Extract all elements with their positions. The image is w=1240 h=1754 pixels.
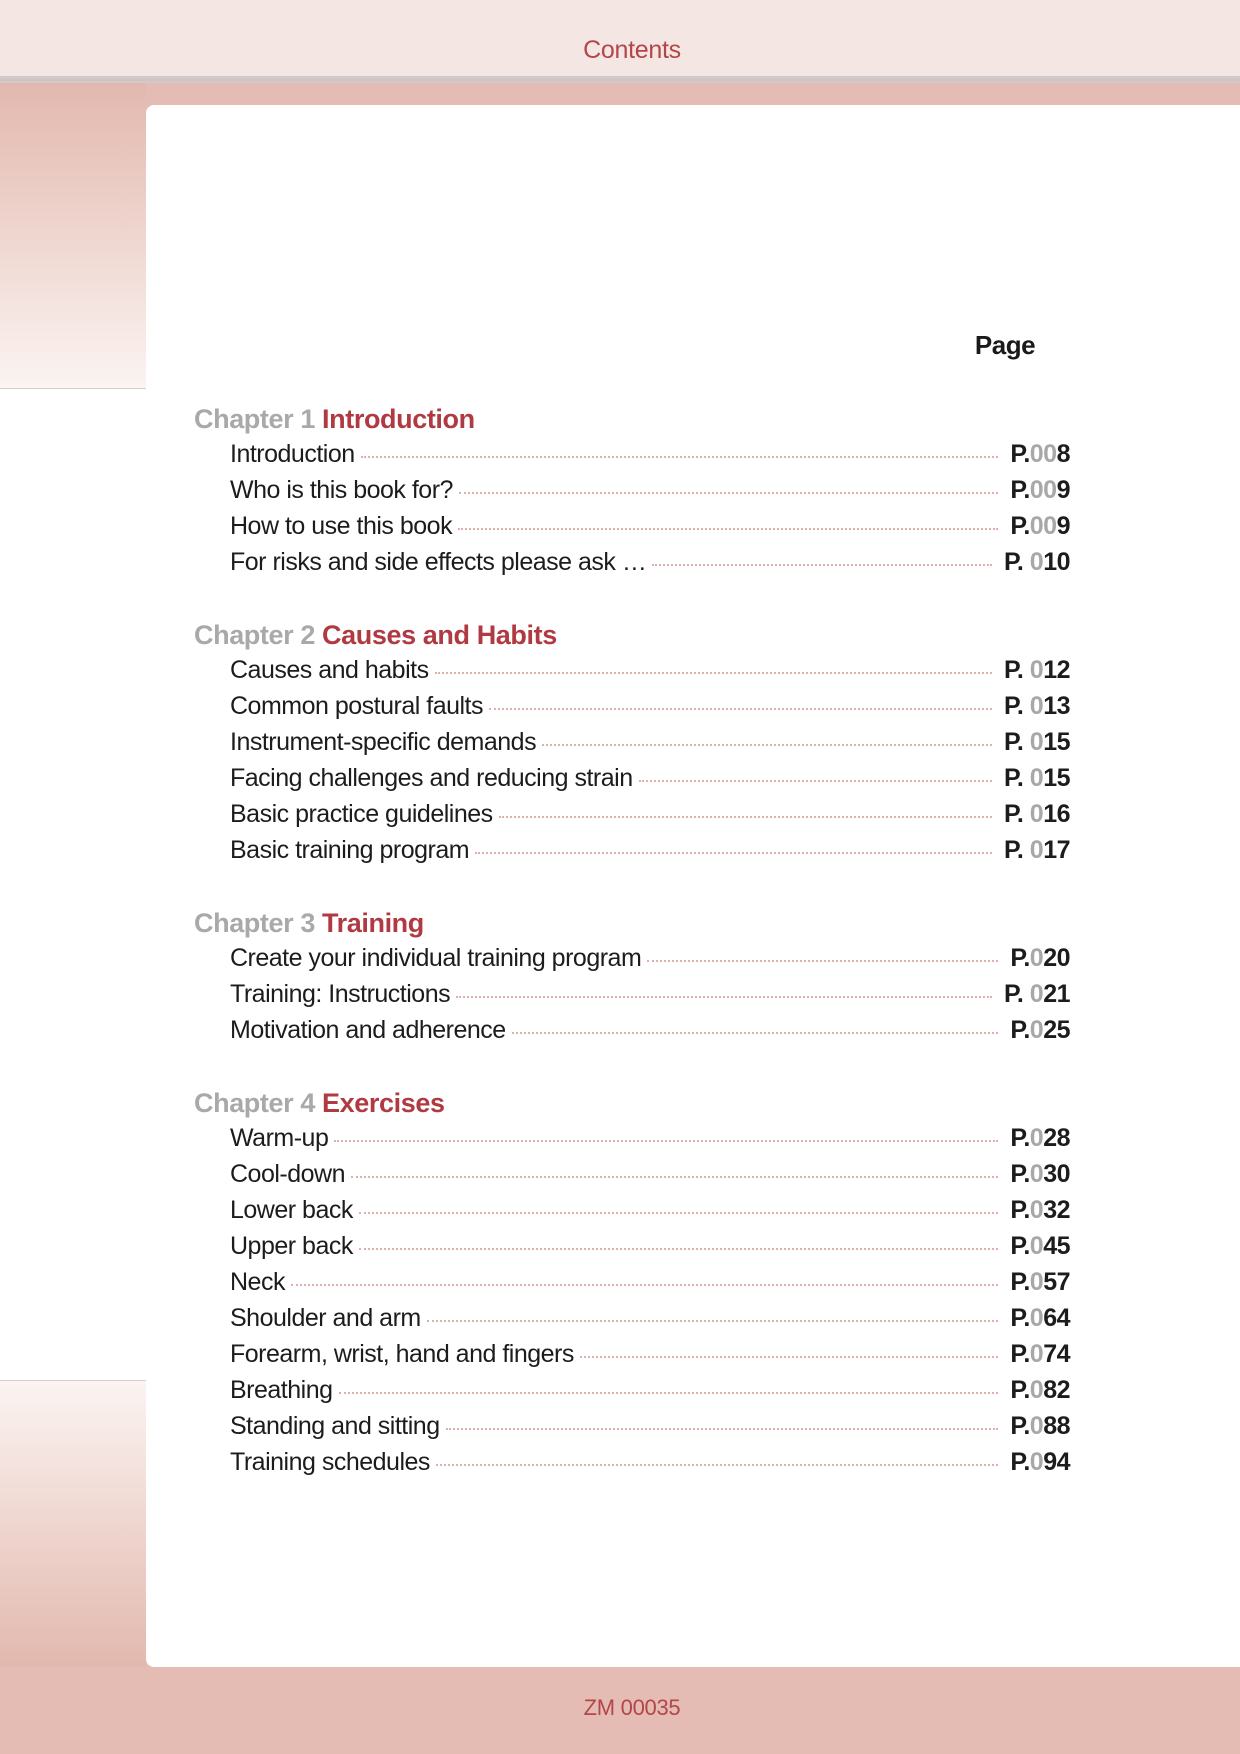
toc-entry[interactable] xyxy=(230,692,1070,726)
dot-leader xyxy=(639,780,992,782)
toc-entry[interactable] xyxy=(230,728,1070,762)
dot-leader xyxy=(359,1212,999,1214)
toc-entry-page: P.088 xyxy=(1010,1412,1070,1440)
dot-leader xyxy=(647,960,998,962)
toc-entry-page: P. 012 xyxy=(1003,656,1070,684)
toc-entry[interactable] xyxy=(230,764,1070,798)
chapter-heading-2 xyxy=(194,620,557,652)
chapter-heading-4 xyxy=(194,1088,445,1120)
page-column-label: Page xyxy=(974,330,1036,360)
toc-entry[interactable] xyxy=(230,1016,1070,1050)
toc-entry-page: P. 010 xyxy=(1003,548,1070,576)
dot-leader xyxy=(459,492,998,494)
toc-entry-label: How to use this book xyxy=(230,512,453,540)
toc-entry[interactable] xyxy=(230,1160,1070,1194)
chapter-title: Causes and Habits xyxy=(322,620,557,650)
toc-entry-label: Who is this book for? xyxy=(230,476,453,504)
toc-entry[interactable] xyxy=(230,1340,1070,1374)
toc-entry-label: Lower back xyxy=(230,1196,353,1224)
toc-entry[interactable] xyxy=(230,1232,1070,1266)
toc-entry-label: Common postural faults xyxy=(230,692,484,720)
dot-leader xyxy=(458,528,998,530)
chapter-number: Chapter 3 xyxy=(194,908,315,938)
toc-entry[interactable] xyxy=(230,800,1070,834)
toc-entry[interactable] xyxy=(230,1196,1070,1230)
header-divider-secondary xyxy=(0,81,1240,83)
dot-leader xyxy=(475,852,992,854)
chapter-title: Exercises xyxy=(322,1088,445,1118)
toc-entry[interactable] xyxy=(230,1268,1070,1302)
dot-leader xyxy=(512,1032,999,1034)
toc-entry-label: Introduction xyxy=(230,440,355,468)
toc-entry-label: Breathing xyxy=(230,1376,333,1404)
toc-entry[interactable] xyxy=(230,1412,1070,1446)
toc-entry-page: P.028 xyxy=(1010,1124,1070,1152)
toc-entry-page: P.057 xyxy=(1010,1268,1070,1296)
toc-entry-label: Upper back xyxy=(230,1232,353,1260)
dot-leader xyxy=(361,456,999,458)
toc-entry[interactable] xyxy=(230,656,1070,690)
toc-entry[interactable] xyxy=(230,836,1070,870)
toc-entry-page: P.008 xyxy=(1010,440,1070,468)
chapter-title: Training xyxy=(322,908,424,938)
toc-entry[interactable] xyxy=(230,980,1070,1014)
toc-entry-label: Training: Instructions xyxy=(230,980,451,1008)
toc-entry-page: P.045 xyxy=(1010,1232,1070,1260)
dot-leader xyxy=(359,1248,999,1250)
toc-entry-label: Create your individual training program xyxy=(230,944,642,972)
toc-entry-label: Cool-down xyxy=(230,1160,346,1188)
toc-entry-page: P.094 xyxy=(1010,1448,1070,1476)
toc-entry-label: Basic practice guidelines xyxy=(230,800,493,828)
dot-leader xyxy=(436,1464,998,1466)
left-margin-band-bottom xyxy=(0,1381,146,1667)
toc-entry-page: P.009 xyxy=(1010,512,1070,540)
dot-leader xyxy=(351,1176,998,1178)
toc-entry-page: P.025 xyxy=(1010,1016,1070,1044)
toc-entry-label: Basic training program xyxy=(230,836,470,864)
chapter-title: Introduction xyxy=(322,404,475,434)
toc-entry-page: P. 013 xyxy=(1003,692,1070,720)
chapter-number: Chapter 2 xyxy=(194,620,315,650)
toc-entry[interactable] xyxy=(230,1376,1070,1410)
dot-leader xyxy=(339,1392,999,1394)
dot-leader xyxy=(580,1356,998,1358)
toc-entry-page: P.030 xyxy=(1010,1160,1070,1188)
chapter-heading-3 xyxy=(194,908,424,940)
left-margin-middle xyxy=(0,389,146,1380)
toc-entry-label: Shoulder and arm xyxy=(230,1304,421,1332)
toc-entry[interactable] xyxy=(230,476,1070,510)
toc-entry-page: P. 021 xyxy=(1003,980,1070,1008)
toc-entry-label: Instrument-specific demands xyxy=(230,728,537,756)
chapter-heading-1 xyxy=(194,404,475,436)
toc-entry-page: P.009 xyxy=(1010,476,1070,504)
dot-leader xyxy=(427,1320,999,1322)
dot-leader xyxy=(652,564,992,566)
toc-entry[interactable] xyxy=(230,944,1070,978)
header-divider xyxy=(0,76,1240,79)
toc-entry-page: P.064 xyxy=(1010,1304,1070,1332)
dot-leader xyxy=(291,1284,998,1286)
dot-leader xyxy=(334,1140,998,1142)
toc-entry-label: Motivation and adherence xyxy=(230,1016,506,1044)
toc-entry[interactable] xyxy=(230,1448,1070,1482)
toc-entry-label: Training schedules xyxy=(230,1448,430,1476)
toc-entry[interactable] xyxy=(230,440,1070,474)
toc-entry[interactable] xyxy=(230,1304,1070,1338)
dot-leader xyxy=(489,708,992,710)
toc-entry-label: Warm-up xyxy=(230,1124,329,1152)
chapter-number: Chapter 4 xyxy=(194,1088,315,1118)
toc-entry[interactable] xyxy=(230,548,1070,582)
toc-entry-label: For risks and side effects please ask … xyxy=(230,548,647,576)
toc-entry-page: P. 017 xyxy=(1003,836,1070,864)
left-margin-band-top xyxy=(0,83,146,388)
toc-entry[interactable] xyxy=(230,512,1070,546)
toc-entry-page: P.074 xyxy=(1010,1340,1070,1368)
toc-entry-label: Facing challenges and reducing strain xyxy=(230,764,633,792)
toc-entry-page: P. 016 xyxy=(1003,800,1070,828)
toc-entry-page: P. 015 xyxy=(1003,728,1070,756)
dot-leader xyxy=(446,1428,999,1430)
toc-entry-label: Standing and sitting xyxy=(230,1412,440,1440)
chapter-number: Chapter 1 xyxy=(194,404,315,434)
page-header-title: Contents xyxy=(583,36,681,64)
toc-entry-page: P.032 xyxy=(1010,1196,1070,1224)
toc-entry-page: P.082 xyxy=(1010,1376,1070,1404)
toc-entry-page: P. 015 xyxy=(1003,764,1070,792)
footer-code: ZM 00035 xyxy=(583,1695,681,1720)
toc-entry-page: P.020 xyxy=(1010,944,1070,972)
dot-leader xyxy=(542,744,992,746)
dot-leader xyxy=(456,996,992,998)
toc-entry[interactable] xyxy=(230,1124,1070,1158)
dot-leader xyxy=(499,816,992,818)
toc-entry-label: Causes and habits xyxy=(230,656,429,684)
toc-entry-label: Neck xyxy=(230,1268,285,1296)
toc-entry-label: Forearm, wrist, hand and fingers xyxy=(230,1340,574,1368)
dot-leader xyxy=(435,672,992,674)
